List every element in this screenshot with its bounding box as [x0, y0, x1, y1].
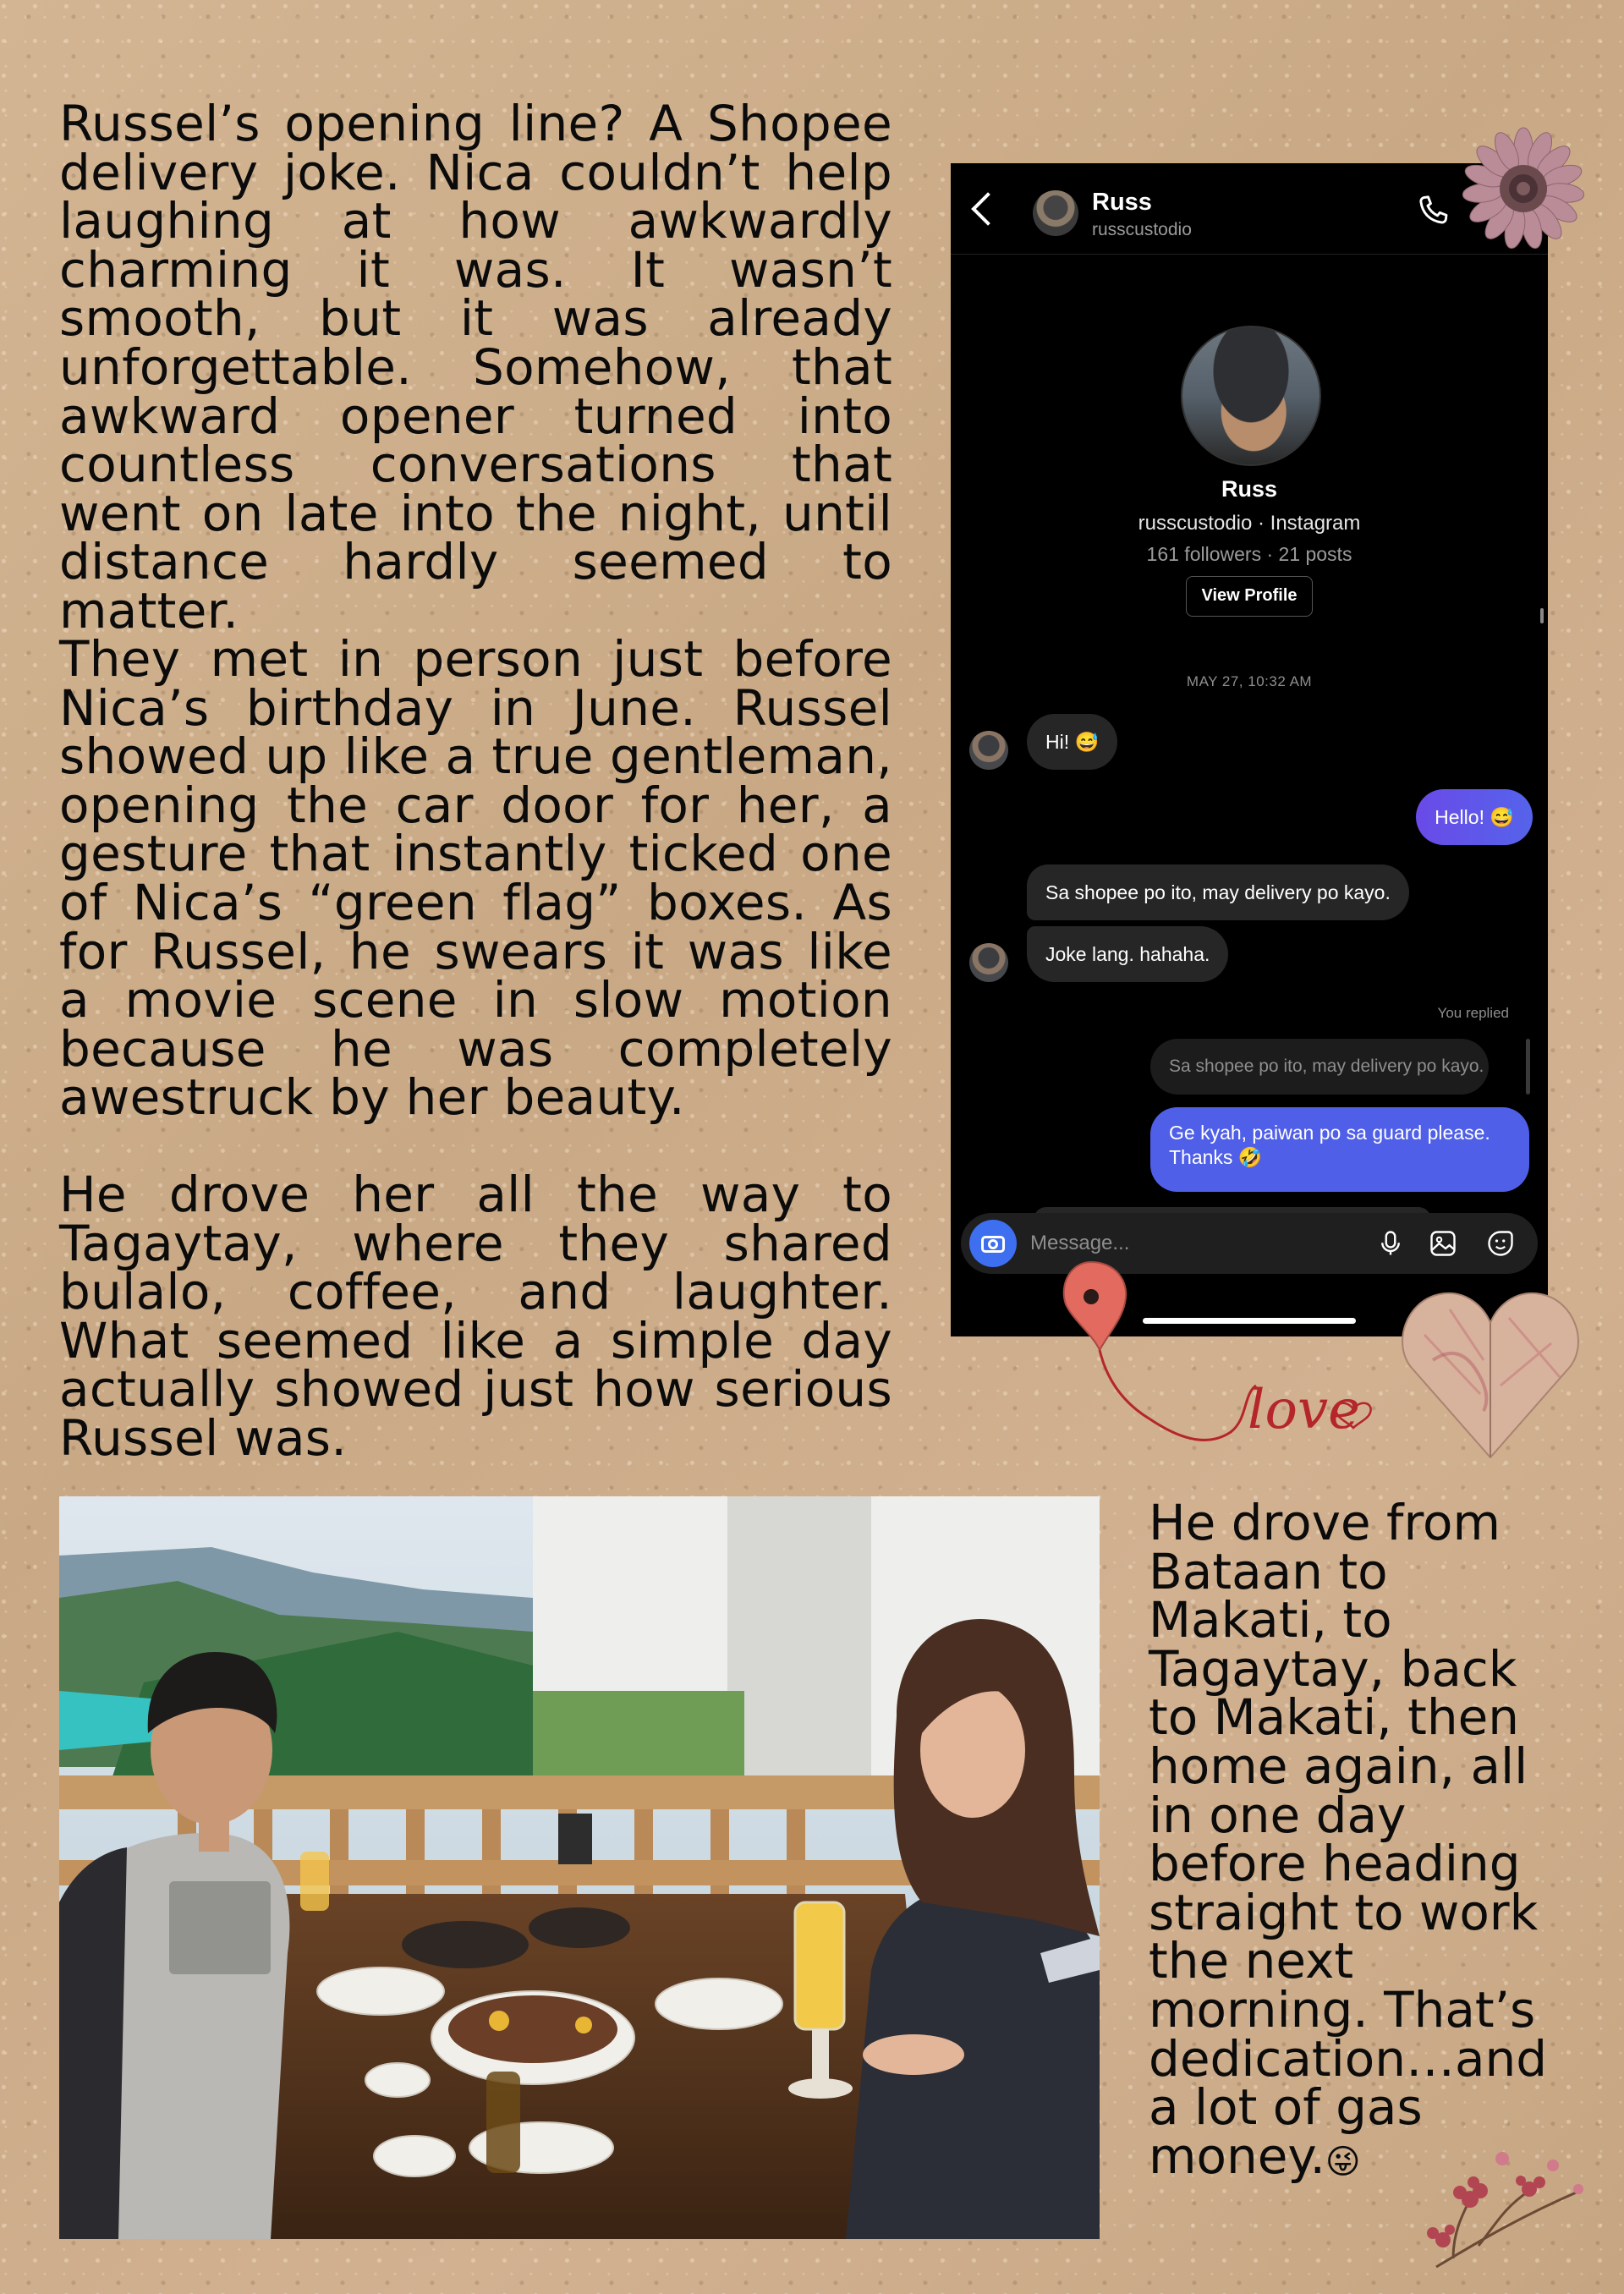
- avatar[interactable]: [1033, 190, 1078, 236]
- side-paragraph: [1149, 1494, 1555, 2187]
- map-paper-heart-icon: [1399, 1284, 1582, 1458]
- message-bubble-incoming[interactable]: Joke lang. hahaha.: [1027, 926, 1228, 982]
- chevron-left-icon[interactable]: [971, 192, 1005, 226]
- chat-contact-username: russcustodio: [1092, 220, 1192, 239]
- avatar: [969, 731, 1008, 770]
- message-bubble-outgoing[interactable]: Ge kyah, paiwan po sa guard please. Thanks 🤣: [1150, 1107, 1529, 1192]
- couple-dining-photo: [59, 1496, 1100, 2239]
- microphone-icon[interactable]: [1375, 1228, 1406, 1259]
- chat-header: [951, 163, 1548, 255]
- tongue-emoji: 😜: [1325, 2142, 1361, 2181]
- quoted-message[interactable]: Sa shopee po ito, may delivery po kayo.: [1150, 1039, 1489, 1095]
- love-handwriting: love: [1248, 1379, 1361, 1441]
- message-bubble-incoming[interactable]: Sa shopee po ito, may delivery po kayo.: [1027, 864, 1409, 920]
- phone-icon[interactable]: [1414, 192, 1451, 229]
- profile-avatar[interactable]: [1181, 326, 1321, 466]
- message-bubble-outgoing[interactable]: Hello! 😅: [1416, 789, 1533, 845]
- camera-icon[interactable]: [969, 1220, 1017, 1267]
- location-pin-love-doodle: [1049, 1259, 1404, 1470]
- story-paragraph-2: They met in person just before Nica’s birthday in June. Russel showed up like a true gentleman, opening the car door for her, a gesture that instantly ticked one of Nica’s “green flag” boxes. As for Russel, he swears it was like a movie scene in slow motion because he was completely awestruck by her beauty.: [59, 630, 892, 1127]
- avatar: [969, 943, 1008, 982]
- message-timestamp: MAY 27, 10:32 AM: [1186, 673, 1313, 689]
- profile-name: Russ: [1221, 476, 1278, 502]
- sticker-icon[interactable]: [1485, 1228, 1516, 1259]
- story-paragraph-3: He drove her all the way to Tagaytay, where they shared bulalo, coffee, and laughter. What seemed like a simple day actually showed just how serious Russel was.: [59, 1166, 892, 1467]
- dried-flowers-icon: [1402, 2140, 1597, 2284]
- scrollbar[interactable]: [1540, 608, 1544, 623]
- chat-contact-name: Russ: [1092, 189, 1152, 216]
- view-profile-button[interactable]: View Profile: [1186, 576, 1313, 617]
- story-paragraph-1: Russel’s opening line? A Shopee delivery joke. Nica couldn’t help laughing at how awkwardly charming it was. It wasn’t smooth, but it was already unforgettable. Somehow, that awkward opener turned into countless conversations that went on late into the night, until distance hardly seemed to matter.: [59, 95, 892, 639]
- reply-label: You replied: [1437, 1005, 1509, 1021]
- message-bubble-incoming[interactable]: Hi! 😅: [1027, 714, 1117, 770]
- dried-flower-icon: [1460, 123, 1587, 254]
- profile-stats: 161 followers · 21 posts: [1146, 543, 1352, 565]
- reply-indicator: [1526, 1039, 1530, 1095]
- chat-screenshot: [951, 163, 1548, 1336]
- profile-subtitle: russcustodio · Instagram: [1138, 512, 1361, 535]
- side-text: He drove from Bataan to Makati, to Tagaytay, back to Makati, then home again, all in one day before heading straight to work the next morning. That’s dedication…and a lot of gas money.: [1149, 1494, 1548, 2185]
- message-input[interactable]: Message...: [1030, 1232, 1130, 1254]
- gallery-icon[interactable]: [1428, 1228, 1458, 1259]
